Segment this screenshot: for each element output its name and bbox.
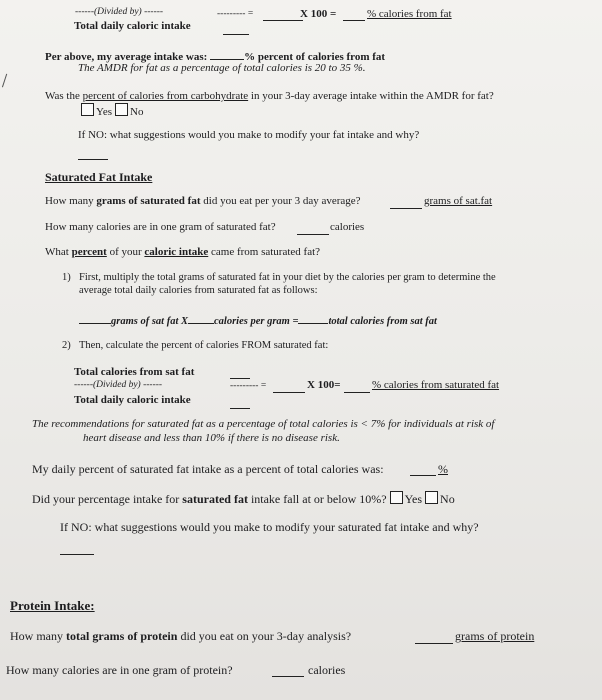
answer-blank[interactable] — [210, 49, 244, 60]
protein-intake-heading: Protein Intake: — [10, 598, 95, 613]
formula-grams: grams of sat fat X — [111, 316, 189, 327]
answer-blank[interactable] — [60, 542, 94, 560]
per-above-prefix: Per above, my average intake was: — [45, 51, 208, 63]
fat-if-no-question: If NO: what suggestions would you make to modify your fat intake and why? — [78, 129, 420, 141]
formula-total: total calories from sat fat — [328, 316, 437, 327]
total-calories-sat-fat-label: Total calories from sat fat — [74, 366, 195, 378]
saturated-fat-heading: Saturated Fat Intake — [45, 170, 153, 184]
total-daily-caloric-label: Total daily caloric intake — [74, 394, 191, 406]
no-checkbox[interactable] — [115, 103, 128, 116]
protein-calories-question: How many calories are in one gram of protein? — [6, 663, 233, 677]
question-prefix: Did your percentage intake for — [32, 492, 183, 506]
question-bold: total grams of protein — [66, 629, 178, 643]
question-prefix: Was the — [45, 90, 83, 102]
carb-amdr-question — [45, 90, 494, 102]
answer-blank[interactable] — [79, 313, 111, 324]
answer-blank[interactable] — [78, 147, 108, 165]
yes-checkbox[interactable] — [390, 491, 403, 504]
question-mid: of your — [106, 246, 145, 258]
question-suffix: intake fall at or below 10%? — [247, 492, 387, 506]
question-bold: grams of saturated fat — [96, 195, 201, 207]
percent-unit: % — [438, 462, 448, 476]
per-above-suffix: % percent of calories from fat — [244, 51, 386, 63]
answer-blank[interactable] — [223, 22, 249, 40]
step-2-text: Then, calculate the percent of calories FROM saturated fat: — [79, 340, 329, 351]
grams-protein-unit: grams of protein — [455, 629, 535, 643]
protein-grams-question — [10, 629, 351, 644]
recommendation-line-1: The recommendations for saturated fat as a percentage of total calories is < 7% for individuals at risk of — [32, 418, 495, 430]
dashes-equals: --------- = — [230, 381, 267, 391]
calories-unit: calories — [308, 663, 346, 677]
answer-blank[interactable] — [272, 664, 304, 682]
divided-by-text: ------(Divided by) ------ — [75, 7, 164, 17]
answer-blank[interactable] — [343, 8, 365, 26]
x100-label: X 100= — [307, 379, 341, 391]
grams-sat-fat-unit: grams of sat.fat — [424, 195, 493, 207]
yes-no-row — [78, 103, 143, 118]
question-prefix: How many — [45, 195, 97, 207]
amdr-note: The AMDR for fat as a percentage of total calories is 20 to 35 %. — [78, 62, 366, 74]
step-1-number: 1) — [62, 272, 71, 283]
no-label: No — [440, 492, 455, 506]
answer-blank[interactable] — [410, 463, 436, 481]
daily-percent-question: My daily percent of saturated fat intake as a percent of total calories was: — [32, 462, 384, 476]
caloric-intake-term: caloric intake — [144, 246, 209, 258]
answer-blank[interactable] — [273, 380, 305, 398]
answer-blank[interactable] — [188, 313, 214, 324]
no-label: No — [130, 106, 144, 118]
yes-label: Yes — [404, 492, 423, 506]
sat-fat-below-10-question — [32, 491, 455, 507]
answer-blank[interactable] — [298, 313, 328, 324]
per-above-line — [45, 49, 385, 63]
divided-by-text: ------(Divided by) ------ — [74, 380, 163, 390]
answer-blank[interactable] — [297, 222, 329, 240]
question-suffix: in your 3-day average intake within the AMDR for fat? — [248, 90, 494, 102]
dashes-equals: --------- = — [217, 9, 254, 19]
yes-label: Yes — [96, 106, 113, 118]
question-suffix: did you eat on your 3-day analysis? — [177, 629, 352, 643]
question-prefix: How many — [10, 629, 66, 643]
x100-label: X 100 = — [300, 8, 337, 20]
sat-fat-if-no-question: If NO: what suggestions would you make to modify your saturated fat intake and why? — [60, 520, 479, 534]
no-checkbox[interactable] — [425, 491, 438, 504]
sat-fat-formula — [79, 313, 437, 327]
question-prefix: What — [45, 246, 72, 258]
question-link: percent of calories from carbohydrate — [82, 90, 249, 102]
total-daily-caloric-label: Total daily caloric intake — [74, 20, 191, 32]
formula-calories: calories per gram = — [214, 316, 299, 327]
percent-calories-fat-label: % calories from fat — [367, 8, 452, 20]
answer-blank[interactable] — [344, 380, 370, 398]
answer-blank[interactable] — [263, 8, 303, 26]
yes-checkbox[interactable] — [81, 103, 94, 116]
calories-unit: calories — [330, 221, 365, 233]
question-suffix: came from saturated fat? — [208, 246, 321, 258]
recommendation-line-2: heart disease and less than 10% if there is no disease risk. — [83, 432, 340, 444]
step-1-line-2: average total daily calories from saturated fat as follows: — [79, 285, 318, 296]
answer-blank[interactable] — [230, 396, 250, 414]
question-suffix: did you eat per your 3 day average? — [200, 195, 361, 207]
step-2-number: 2) — [62, 340, 71, 351]
sat-fat-calories-question: How many calories are in one gram of saturated fat? — [45, 221, 276, 233]
answer-blank[interactable] — [415, 631, 453, 649]
step-1-line-1: First, multiply the total grams of saturated fat in your diet by the calories per gram to determine the — [79, 272, 496, 283]
sat-fat-grams-question — [45, 195, 361, 207]
answer-blank[interactable] — [390, 196, 422, 214]
percent-sat-fat-label: % calories from saturated fat — [372, 379, 500, 391]
pen-mark — [2, 74, 10, 89]
percent-term: percent — [71, 246, 107, 258]
sat-fat-percent-question — [45, 246, 320, 258]
question-bold: saturated fat — [182, 492, 248, 506]
